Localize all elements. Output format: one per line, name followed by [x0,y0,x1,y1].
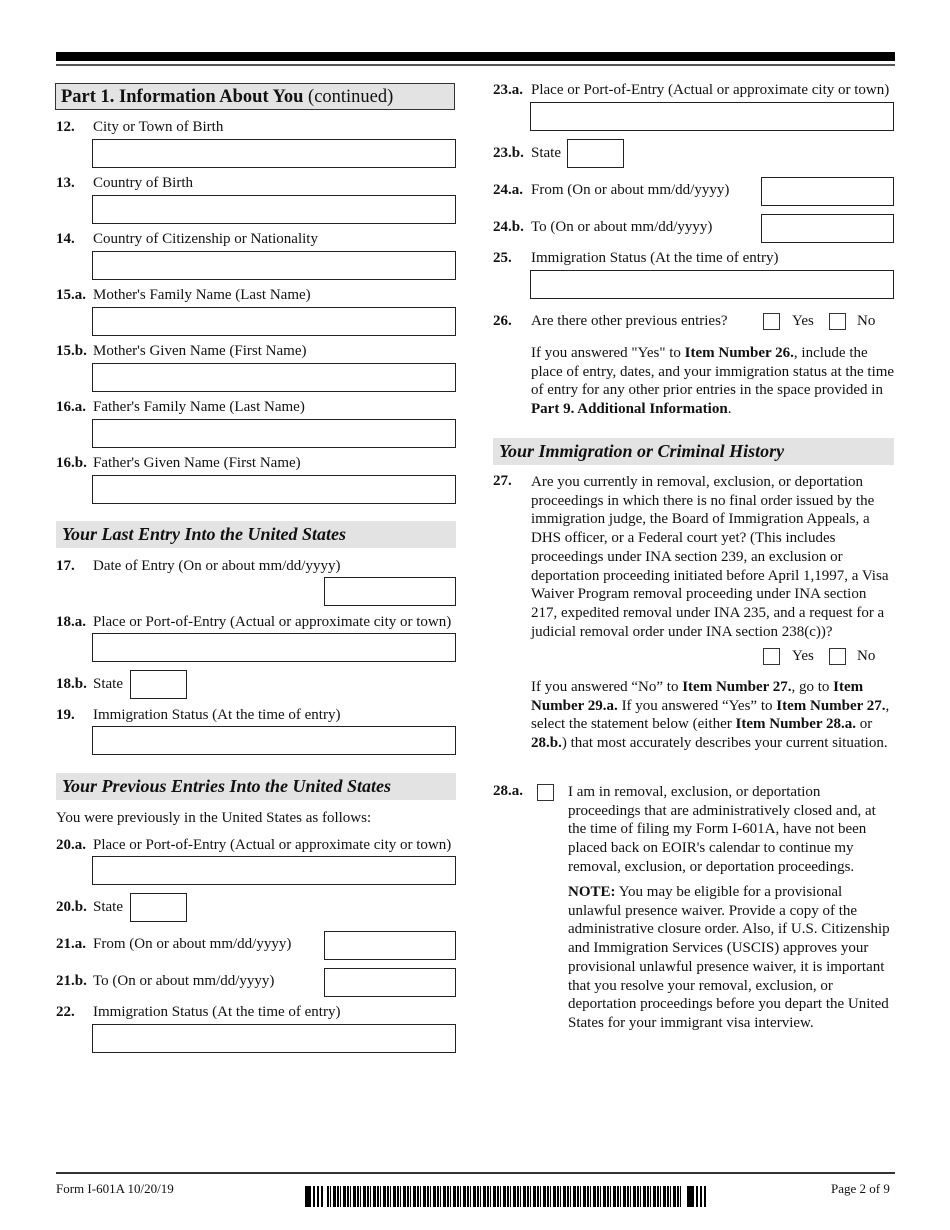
item28a-checkbox[interactable] [537,784,554,801]
last-entry-place-input[interactable] [92,633,456,662]
page-number: Page 2 of 9 [831,1181,890,1196]
item-number: 24.b. [493,219,524,235]
field-label: From (On or about mm/dd/yyyy) [531,182,730,198]
previous-entry-place-input[interactable] [92,856,456,885]
item-number: 27. [493,473,512,489]
other-entry-status-input[interactable] [530,270,894,299]
item-number: 26. [493,313,512,329]
previous-entry-status-input[interactable] [92,1024,456,1053]
item-number: 21.a. [56,936,86,952]
field-label: Date of Entry (On or about mm/dd/yyyy) [93,558,341,574]
field-label: Country of Citizenship or Nationality [93,231,318,247]
date-of-entry-input[interactable] [324,577,456,606]
item-number: 23.b. [493,145,524,161]
section-header-immigration-history: Your Immigration or Criminal History [493,438,894,465]
field-label: Country of Birth [93,175,193,191]
item26-instructions: If you answered "Yes" to Item Number 26., include the place of entry, dates, and your immigration status at the time of entry for any other prior entries in the space provided in Part 9. Additional Information. [531,345,895,418]
mother-family-name-input[interactable] [92,307,456,336]
father-given-name-input[interactable] [92,475,456,504]
field-label: Mother's Given Name (First Name) [93,343,307,359]
last-entry-status-input[interactable] [92,726,456,755]
footer-rule [56,1172,895,1174]
father-family-name-input[interactable] [92,419,456,448]
item27-yes-checkbox[interactable] [763,648,780,665]
item-number: 15.b. [56,343,87,359]
item28a-note: NOTE: You may be eligible for a provisional unlawful presence waiver. Provide a copy of the administrative closure order. Also, if U.S. Citizenship and Immigration Services (USCIS) approves your provisional unlawful presence waiver, it is important that you resolve your removal, exclusion, or deportation proceedings before you depart the United States for your immigrant visa interview. [568,884,890,1031]
item-number: 16.a. [56,399,86,415]
other-entry-place-input[interactable] [530,102,894,131]
item-number: 15.a. [56,287,86,303]
part-title: Part 1. Information About You [61,87,304,107]
yes-label: Yes [792,313,814,329]
item-number: 22. [56,1004,75,1020]
question-label: Are there other previous entries? [531,313,728,329]
field-label: Father's Given Name (First Name) [93,455,301,471]
item-number: 28.a. [493,783,523,799]
yes-label: Yes [792,648,814,664]
item26-yes-checkbox[interactable] [763,313,780,330]
other-entry-from-input[interactable] [761,177,894,206]
field-label: Father's Family Name (Last Name) [93,399,305,415]
item-number: 24.a. [493,182,523,198]
no-label: No [857,648,876,664]
item-number: 18.a. [56,614,86,630]
item-number: 21.b. [56,973,87,989]
item-number: 14. [56,231,75,247]
field-label: To (On or about mm/dd/yyyy) [531,219,713,235]
item-number: 20.b. [56,899,87,915]
item-number: 23.a. [493,82,523,98]
field-label: Immigration Status (At the time of entry) [93,707,341,723]
item27-question: Are you currently in removal, exclusion, or deportation proceedings in which there is no final order issued by the immigration judge, the Board of Immigration Appeals, a DHS officer, or a Federal court yet? (This includes proceedings under INA section 239, an exclusion or deportation proceeding initiated before April 1,1997, a Visa Waiver Program removal proceeding under INA section 217, expedited removal under INA 235, and a request for a judicial removal order under INA section 238(c))? [531,474,889,640]
item28a-statement: I am in removal, exclusion, or deportation proceedings that are administratively closed and, at the time of filing my Form I-601A, have not been placed back on EOIR's calendar to continue my removal, exclusion, or deportation proceedings. [568,784,876,875]
part-title-continued: (continued) [303,87,394,107]
item27-no-checkbox[interactable] [829,648,846,665]
part-header [55,83,455,110]
city-of-birth-input[interactable] [92,139,456,168]
section-header-last-entry: Your Last Entry Into the United States [56,521,456,548]
mother-given-name-input[interactable] [92,363,456,392]
field-label: State [531,145,561,161]
previous-entry-to-input[interactable] [324,968,456,997]
field-label: From (On or about mm/dd/yyyy) [93,936,292,952]
item-number: 17. [56,558,75,574]
no-label: No [857,313,876,329]
item27-instructions: If you answered “No” to Item Number 27., go to Item Number 29.a. If you answered “Yes” to Item Number 27., select the statement below (either Item Number 28.a. or 28.b.) that most accurately describes your current situation. [531,679,890,752]
field-label: To (On or about mm/dd/yyyy) [93,973,275,989]
top-rule-thick [56,52,895,61]
field-label: Place or Port-of-Entry (Actual or approximate city or town) [93,614,452,630]
field-label: Immigration Status (At the time of entry) [531,250,779,266]
last-entry-state-input[interactable] [130,670,187,699]
field-label: State [93,899,123,915]
item-number: 16.b. [56,455,87,471]
previous-entry-state-input[interactable] [130,893,187,922]
item-number: 12. [56,119,75,135]
item-number: 13. [56,175,75,191]
country-of-birth-input[interactable] [92,195,456,224]
previous-entry-from-input[interactable] [324,931,456,960]
field-label: Mother's Family Name (Last Name) [93,287,311,303]
field-label: City or Town of Birth [93,119,224,135]
barcode [305,1186,713,1207]
other-entry-state-input[interactable] [567,139,624,168]
top-rule-thin [56,64,895,66]
section-header-previous-entries: Your Previous Entries Into the United States [56,773,456,800]
field-label: Immigration Status (At the time of entry) [93,1004,341,1020]
other-entry-to-input[interactable] [761,214,894,243]
item-number: 19. [56,707,75,723]
form-id: Form I-601A 10/20/19 [56,1181,174,1196]
item-number: 20.a. [56,837,86,853]
previous-entries-intro: You were previously in the United States as follows: [56,810,372,826]
field-label: Place or Port-of-Entry (Actual or approximate city or town) [93,837,452,853]
field-label: State [93,676,123,692]
field-label: Place or Port-of-Entry (Actual or approximate city or town) [531,82,890,98]
item26-no-checkbox[interactable] [829,313,846,330]
item-number: 18.b. [56,676,87,692]
item-number: 25. [493,250,512,266]
citizenship-input[interactable] [92,251,456,280]
